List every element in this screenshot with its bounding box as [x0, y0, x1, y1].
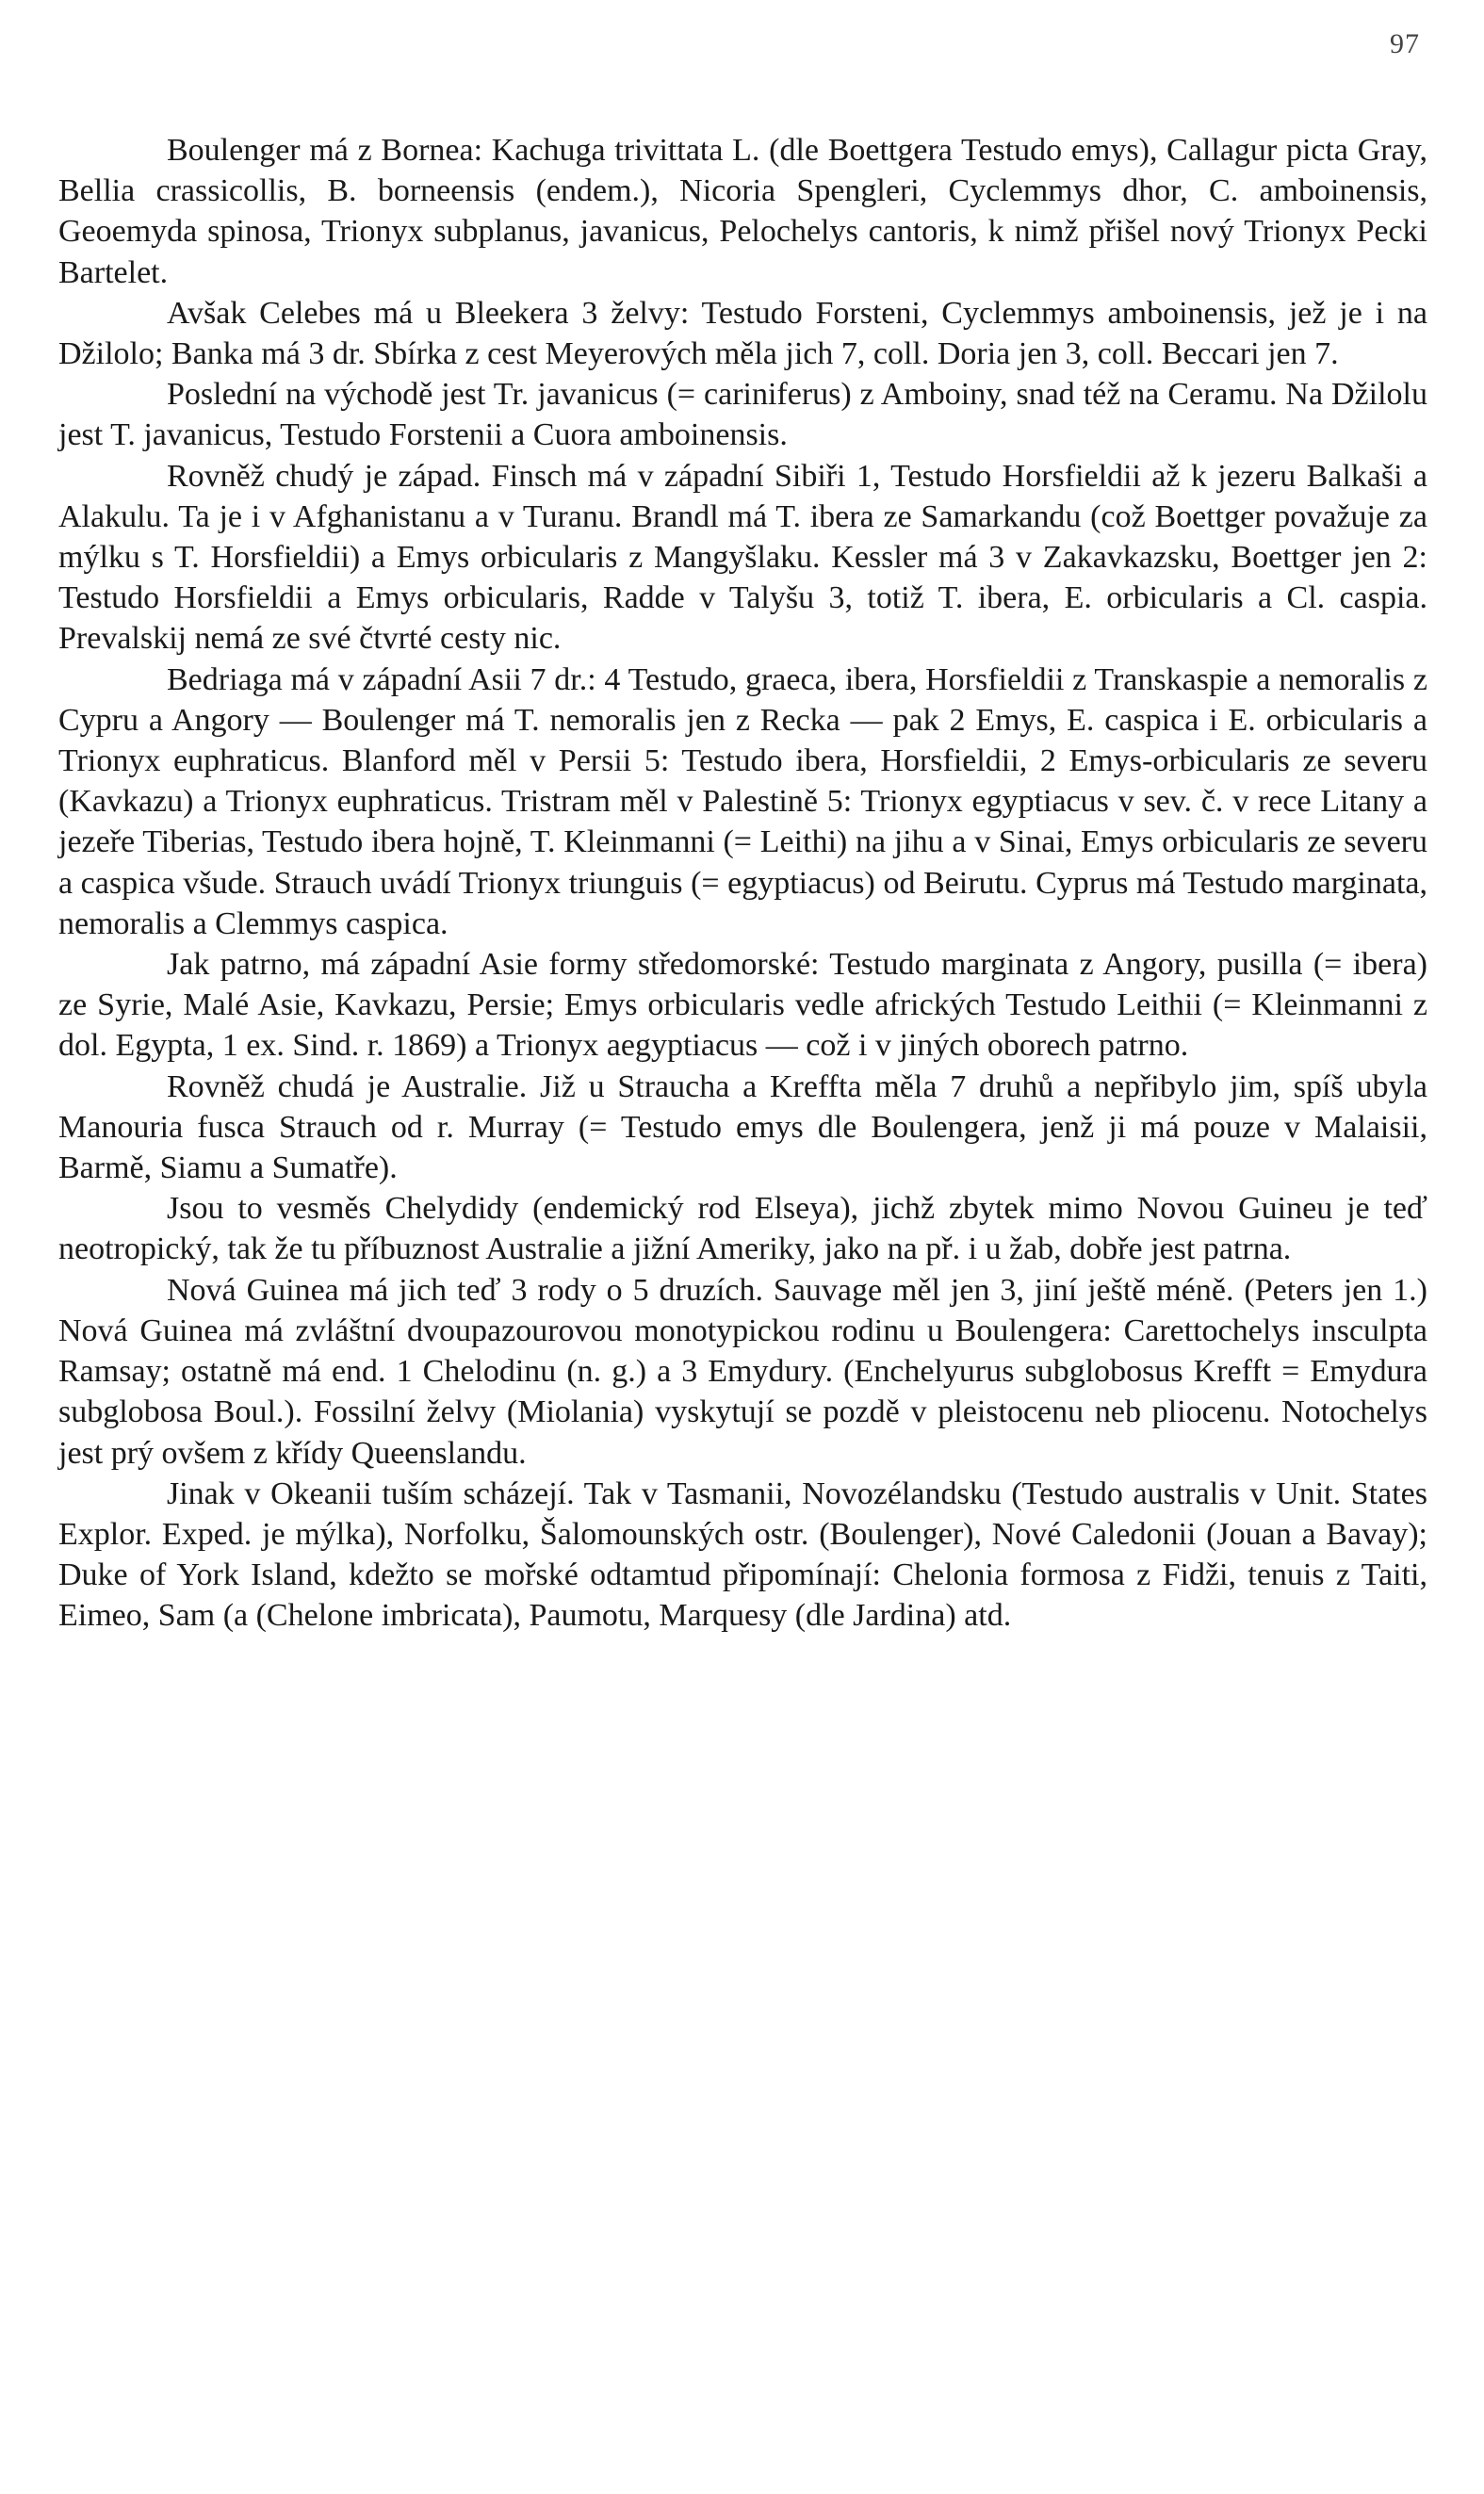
paragraph-australia: Rovněž chudá je Australie. Již u Straucha a Kreffta měla 7 druhů a nepřibylo jim, spíš ubyla Manouria fusca Strauch od r. Murray (= Testudo emys dle Boulengera, jenž ji má pouze v Malaisii, Barmě, Siamu a Sumatře).: [58, 1068, 1427, 1186]
paragraph-celebes: Avšak Celebes má u Bleekera 3 želvy: Testudo Forsteni, Cyclemmys amboinensis, jež je i na Džilolo; Banka má 3 dr. Sbírka z cest Meyerových měla jich 7, coll. Doria jen 3, coll. Beccari jen 7.: [58, 295, 1427, 372]
paragraph-chelydids: Jsou to vesměs Chelydidy (endemický rod Elseya), jichž zbytek mimo Novou Guineu je teď neotropický, tak že tu příbuznost Australie a jižní Ameriky, jako na př. i u žab, dobře jest patrna.: [58, 1191, 1427, 1267]
paragraph-borneo: Boulenger má z Bornea: Kachuga trivittata L. (dle Boettgera Testudo emys), Callagur picta Gray, Bellia crassicollis, B. borneensis (endem.), Nicoria Spengleri, Cyclemmys dhor, C. amboinensis, Geoemyda spinosa, Trionyx subplanus, javanicus, Pelochelys cantoris, k nimž přišel nový Trionyx Pecki Bartelet.: [58, 133, 1427, 290]
paragraph-east: Poslední na východě jest Tr. javanicus (= cariniferus) z Amboiny, snad též na Ceramu. Na Džilolu jest T. javanicus, Testudo Forstenii a Cuora amboinensis.: [58, 377, 1427, 453]
paragraph-new-guinea: Nová Guinea má jich teď 3 rody o 5 druzích. Sauvage měl jen 3, jiní ještě méně. (Peters jen 1.) Nová Guinea má zvláštní dvoupazourovou monotypickou rodinu u Boulengera: Carettochelys insculpta Ramsay; ostatně má end. 1 Chelodinu (n. g.) a 3 Emydury. (Enchelyurus subglobosus Krefft = Emydura subglobosa Boul.). Fossilní želvy (Miolania) vyskytují se pozdě v pleistocenu neb pliocenu. Notochelys jest prý ovšem z křídy Queenslandu.: [58, 1272, 1427, 1471]
paragraph-mediterranean-forms: Jak patrno, má západní Asie formy středomorské: Testudo marginata z Angory, pusilla (= ibera) ze Syrie, Malé Asie, Kavkazu, Persie; Emys orbicularis vedle afrických Testudo Leithii (= Kleinmanni z dol. Egypta, 1 ex. Sind. r. 1869) a Trionyx aegyptiacus — což i v jiných oborech patrno.: [58, 947, 1427, 1064]
paragraph-west: Rovněž chudý je západ. Finsch má v západní Sibiři 1, Testudo Horsfieldii až k jezeru Balkaši a Alakulu. Ta je i v Afghanistanu a v Turanu. Brandl má T. ibera ze Samarkandu (což Boettger považuje za mýlku s T. Horsfieldii) a Emys orbicularis z Mangyšlaku. Kessler má 3 v Zakavkazsku, Boettger jen 2: Testudo Horsfieldii a Emys orbicularis, Radde v Talyšu 3, totiž T. ibera, E. orbicularis a Cl. caspia. Prevalskij nemá ze své čtvrté cesty nic.: [58, 458, 1427, 657]
page-number: 97: [1390, 28, 1420, 59]
body-text: [58, 130, 1427, 1637]
paragraph-oceania: Jinak v Okeanii tuším scházejí. Tak v Tasmanii, Novozélandsku (Testudo australis v Unit. States Explor. Exped. je mýlka), Norfolku, Šalomounských ostr. (Boulenger), Nové Caledonii (Jouan a Bavay); Duke of York Island, kdežto se mořské odtamtud připomínají: Chelonia formosa z Fidži, tenuis z Taiti, Eimeo, Sam (a (Chelone imbricata), Paumotu, Marquesy (dle Jardina) atd.: [58, 1475, 1427, 1634]
paragraph-western-asia: Bedriaga má v západní Asii 7 dr.: 4 Testudo, graeca, ibera, Horsfieldii z Transkaspie a nemoralis z Cypru a Angory — Boulenger má T. nemoralis jen z Recka — pak 2 Emys, E. caspica i E. orbicularis a Trionyx euphraticus. Blanford měl v Persii 5: Testudo ibera, Horsfieldii, 2 Emys-orbicularis ze severu (Kavkazu) a Trionyx euphraticus. Tristram měl v Palestině 5: Trionyx egyptiacus v sev. č. v rece Litany a jezeře Tiberias, Testudo ibera hojně, T. Kleinmanni (= Leithi) na jihu a v Sinai, Emys orbicularis ze severu a caspica všude. Strauch uvádí Trionyx triunguis (= egyptiacus) od Beirutu. Cyprus má Testudo marginata, nemoralis a Clemmys caspica.: [58, 661, 1427, 941]
